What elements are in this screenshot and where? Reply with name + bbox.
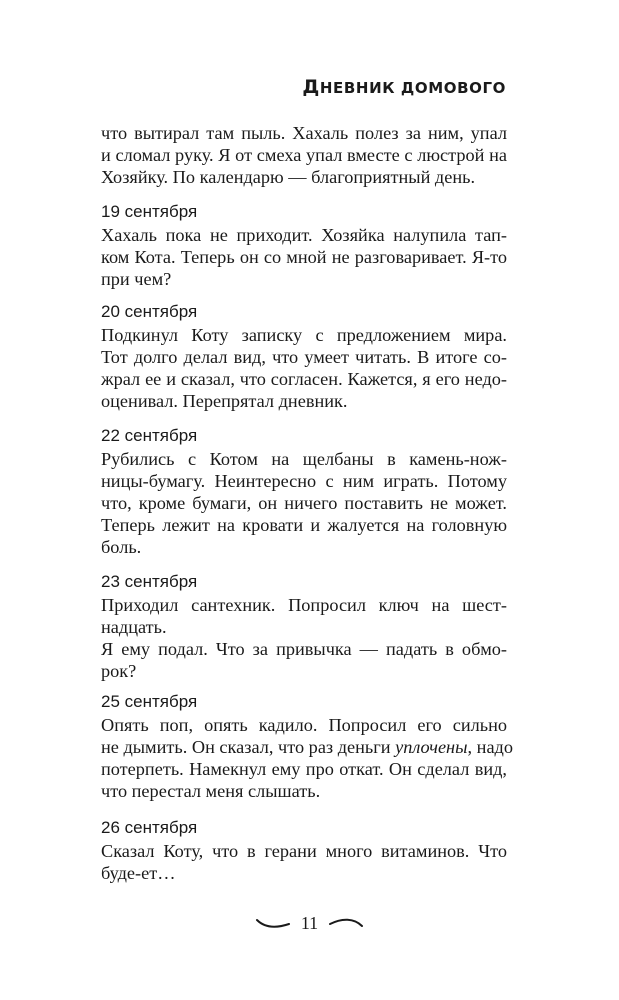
page-footer <box>0 909 619 935</box>
entry-text-19 <box>101 224 507 290</box>
text-line: Подкинул Коту записку с предложением мира. <box>101 325 507 345</box>
text-line: боль. <box>101 537 142 557</box>
text-line: при чем? <box>101 269 172 289</box>
entry-date-26: 26 сентября <box>101 818 198 837</box>
text-line: что вытирал там пыль. Хахаль полез за ним, упал <box>101 123 507 143</box>
text-line: Тот долго делал вид, что умеет читать. В итоге со- <box>101 347 507 367</box>
text-line: Хозяйку. По календарю — благоприятный день. <box>101 167 476 187</box>
entry-date-20: 20 сентября <box>101 302 198 321</box>
text-line: Сказал Коту, что в герани много витаминов. Что <box>101 841 507 861</box>
text-line: ницы-бумагу. Неинтересно с ним играть. Потому <box>101 471 507 491</box>
text-line: Приходил сантехник. Попросил ключ на шест- <box>101 595 507 615</box>
running-header <box>302 76 506 98</box>
text-line: рок? <box>101 661 137 681</box>
header-initial: Д <box>302 76 320 98</box>
text-line: надцать. <box>101 617 167 637</box>
emphasized-word: уплочены <box>395 737 468 757</box>
text-line: и сломал руку. Я от смеха упал вместе с люстрой на <box>101 145 507 165</box>
page-number: 11 <box>300 912 319 933</box>
entry-text-26 <box>101 840 507 884</box>
entry-text-20 <box>101 324 507 412</box>
text-line: жрал ее и сказал, что согласен. Кажется, я его недо- <box>101 369 507 389</box>
entry-date-22: 22 сентября <box>101 426 198 445</box>
entry-text-23 <box>101 594 507 682</box>
text-line: не дымить. Он сказал, что раз деньги уплочены, надо <box>101 737 513 757</box>
text-line: Теперь лежит на кровати и жалуется на головную <box>101 515 507 535</box>
text-line: ком Кота. Теперь он со мной не разговаривает. Я-то <box>101 247 507 267</box>
intro-paragraph <box>101 122 507 188</box>
text-line: буде-ет… <box>101 863 176 883</box>
text-line: Опять поп, опять кадило. Попросил его сильно <box>101 715 507 735</box>
header-title: НЕВНИК ДОМОВОГО <box>319 79 506 97</box>
entry-date-25: 25 сентября <box>101 692 198 711</box>
entry-date-23: 23 сентября <box>101 572 198 591</box>
entry-text-22 <box>101 448 507 558</box>
text-line: что перестал меня слышать. <box>101 781 321 801</box>
left-swash-ornament <box>255 916 291 930</box>
entry-date-19: 19 сентября <box>101 202 198 221</box>
text-line: что, кроме бумаги, он ничего поставить не может. <box>101 493 507 513</box>
text-line: Я ему подал. Что за привычка — падать в обмо- <box>101 639 507 659</box>
text-line: Рубились с Котом на щелбаны в камень-нож- <box>101 449 507 469</box>
text-line: Хахаль пока не приходит. Хозяйка налупила тап- <box>101 225 507 245</box>
entry-text-25 <box>101 714 513 802</box>
text-line: потерпеть. Намекнул ему про откат. Он сделал вид, <box>101 759 507 779</box>
text-line: оценивал. Перепрятал дневник. <box>101 391 348 411</box>
right-swash-ornament <box>328 916 364 930</box>
